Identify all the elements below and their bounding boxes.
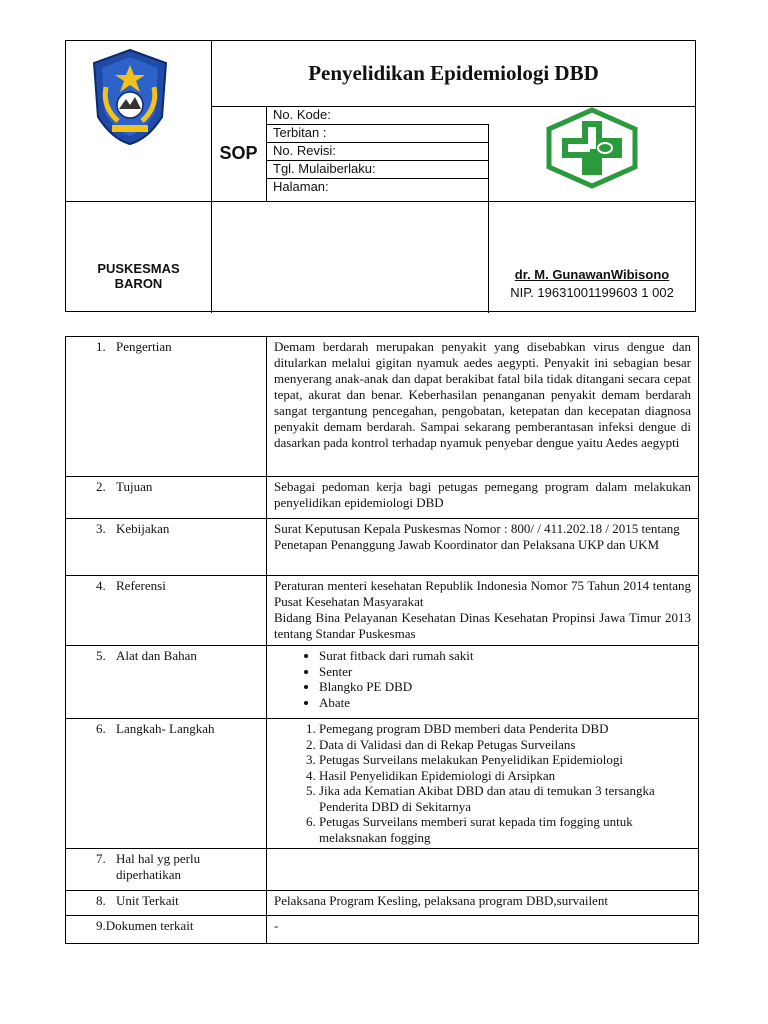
row-label-text: Langkah- Langkah (116, 721, 215, 736)
table-row (66, 337, 699, 477)
unit-text: Pelaksana Program Kesling, pelaksana program DBD,survailent (267, 891, 699, 916)
langkah-list (274, 721, 691, 845)
row-number: 4. (96, 578, 106, 593)
org-line1: PUSKESMAS (97, 261, 180, 276)
hal-text (267, 849, 699, 891)
list-item: 5. Jika ada Kematian Akibat DBD dan atau di temukan 3 tersangka Penderita DBD di Sekitarnya (319, 783, 691, 814)
table-row (66, 891, 699, 916)
sop-header (65, 40, 696, 312)
meta-halaman: Halaman: (273, 179, 329, 194)
org-line2: BARON (114, 276, 163, 291)
meta-terbitan: Terbitan : (273, 125, 327, 140)
list-item: 2. Data di Validasi dan di Rekap Petugas Surveilans (319, 737, 691, 753)
alat-list-cell (267, 646, 699, 719)
table-row (66, 849, 699, 891)
list-item: • Abate (319, 695, 691, 711)
row-label-text: Referensi (116, 578, 166, 593)
regency-emblem-icon (88, 47, 172, 147)
list-item: • Blangko PE DBD (319, 679, 691, 695)
divider (66, 201, 696, 202)
row-number: 5. (96, 648, 106, 663)
table-row (66, 576, 699, 646)
list-item: 1. Pemegang program DBD memberi data Penderita DBD (319, 721, 691, 737)
row-label-text: 9.Dokumen terkait (96, 918, 194, 933)
row-number: 7. (96, 851, 106, 866)
signer-name: dr. M. GunawanWibisono (514, 267, 670, 282)
row-label (66, 519, 267, 576)
table-row (66, 719, 699, 849)
list-item: 6. Petugas Surveilans memberi surat kepada tim fogging untuk melaksnakan fogging (319, 814, 691, 845)
meta-no-revisi: No. Revisi: (273, 143, 336, 158)
row-number: 8. (96, 893, 106, 908)
puskesmas-logo-icon (544, 107, 640, 189)
row-number: 2. (96, 479, 106, 494)
row-label (66, 916, 267, 944)
row-label-text: Tujuan (116, 479, 153, 494)
meta-no-kode: No. Kode: (273, 107, 331, 122)
row-label-text: Kebijakan (116, 521, 170, 536)
row-label (66, 576, 267, 646)
row-label-text: Alat dan Bahan (116, 648, 197, 663)
sop-content-table (65, 336, 699, 944)
row-label (66, 646, 267, 719)
table-row (66, 916, 699, 944)
row-label (66, 719, 267, 849)
kebijakan-text: Surat Keputusan Kepala Puskesmas Nomor : 800/ / 411.202.18 / 2015 tentang Penetapan Penanggung Jawab Koordinator dan Pelaksana UKP dan UKM (267, 519, 699, 576)
tujuan-text: Sebagai pedoman kerja bagi petugas pemegang program dalam melakukan penyelidikan epidemiologi DBD (267, 477, 699, 519)
referensi-line: Bidang Bina Pelayanan Kesehatan Dinas Kesehatan Propinsi Jawa Timur 2013 tentang Standar Puskesmas (274, 610, 691, 641)
row-label (66, 849, 267, 891)
list-item: 4. Hasil Penyelidikan Epidemiologi di Arsipkan (319, 768, 691, 784)
table-row (66, 646, 699, 719)
document-title: Penyelidikan Epidemiologi DBD (308, 61, 599, 85)
row-label (66, 477, 267, 519)
list-item: 3. Petugas Surveilans melakukan Penyelidikan Epidemiologi (319, 752, 691, 768)
row-label-text: Pengertian (116, 339, 172, 354)
row-number: 1. (96, 339, 106, 354)
row-number: 6. (96, 721, 106, 736)
row-label (66, 337, 267, 477)
row-label-text: Hal hal yg perlu diperhatikan (116, 851, 201, 882)
list-item: • Surat fitback dari rumah sakit (319, 648, 691, 664)
referensi-line: Peraturan menteri kesehatan Republik Indonesia Nomor 75 Tahun 2014 tentang Pusat Kesehatan Masyarakat (274, 578, 691, 609)
pengertian-text: Demam berdarah merupakan penyakit yang disebabkan virus dengue dan ditularkan melalui gigitan nyamuk aedes aegypti. Penyakit ini sebagian besar menyerang anak-anak dan dapat berakibat fatal bila tidak ditangani secara cepat tepat, akurat dan benar. Keberhasilan penanganan penyakit demam berdarah sangat tergantung pencegahan, pengobatan, ketepatan dan kecepatan diagnosa penyakit demam berdarah. Sampai sekarang pemberantasan infeksi dengue di dasarkan pada kontrol terhadap nyamuk penyebar dengue yaitu Aedes aegypti (267, 337, 699, 477)
row-label (66, 891, 267, 916)
referensi-text (267, 576, 699, 646)
table-row (66, 519, 699, 576)
organization-name (66, 261, 211, 291)
table-row (66, 477, 699, 519)
alat-list (274, 648, 691, 710)
signer-nip: NIP. 19631001199603 1 002 (510, 285, 674, 300)
list-item: • Senter (319, 664, 691, 680)
meta-tgl-mulai: Tgl. Mulaiberlaku: (273, 161, 376, 176)
dokumen-text: - (267, 916, 699, 944)
sop-label: SOP (219, 143, 258, 163)
signer-block (488, 266, 696, 302)
row-label-text: Unit Terkait (116, 893, 179, 908)
langkah-list-cell (267, 719, 699, 849)
row-number: 3. (96, 521, 106, 536)
